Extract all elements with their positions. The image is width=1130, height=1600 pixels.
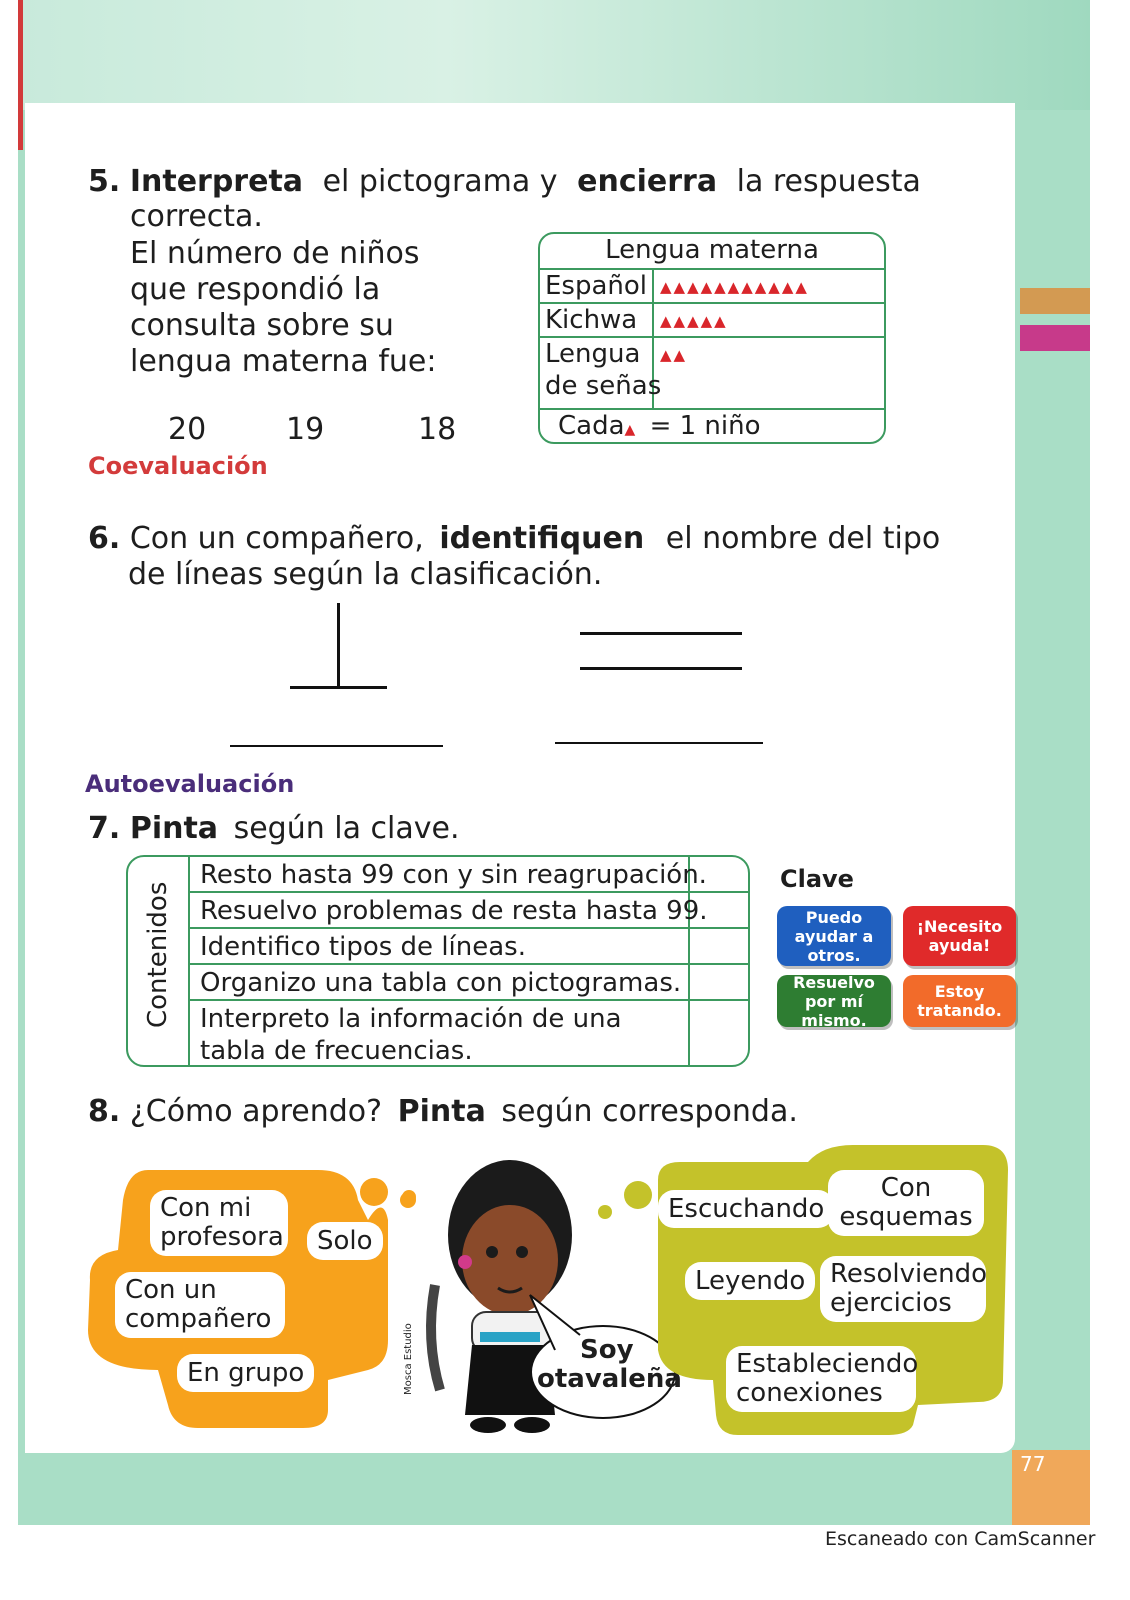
exercise-7-verb: Pinta <box>129 811 219 846</box>
exercise-7-line <box>88 812 460 846</box>
exercise-6-text2: el nombre del tipo <box>665 521 941 556</box>
contents-table-divider <box>188 857 190 1065</box>
option-escuchando[interactable]: Escuchando <box>658 1190 834 1228</box>
thought-dot <box>402 1190 416 1204</box>
option-con-un-companero[interactable]: Con un compañero <box>115 1272 285 1338</box>
option-leyendo[interactable]: Leyendo <box>685 1262 815 1300</box>
exercise-8-text: ¿Cómo aprendo? <box>129 1094 383 1129</box>
pictogram-row-divider <box>540 302 884 304</box>
exercise-6-line-1 <box>88 522 940 556</box>
exercise-5-question-3: consulta sobre su <box>130 308 394 343</box>
key-trying: Estoy tratando. <box>903 975 1016 1027</box>
pictogram-symbols-senas: ▲▲ <box>660 346 688 364</box>
exercise-6-line-2: de líneas según la clasificación. <box>128 557 603 592</box>
triangle-icon: ▲ <box>624 422 636 438</box>
pictogram-row-divider <box>540 336 884 338</box>
exercise-8-line <box>88 1095 798 1129</box>
exercise-8-text2: según corresponda. <box>501 1094 798 1129</box>
pictogram-table <box>538 232 886 444</box>
parallel-line-top <box>580 632 742 635</box>
contents-row-divider <box>190 927 748 929</box>
pictogram-symbols-kichwa: ▲▲▲▲▲ <box>660 312 728 330</box>
pictogram-label-kichwa: Kichwa <box>545 305 638 335</box>
pictogram-label-senas-2: de señas <box>545 371 662 401</box>
content-item-2: Resuelvo problemas de resta hasta 99. <box>200 896 708 926</box>
pictogram-row-divider <box>540 408 884 410</box>
pictogram-label-espanol: Español <box>545 271 648 301</box>
answer-blank-1[interactable] <box>230 745 443 747</box>
speech-line-2: otavaleña <box>537 1364 682 1394</box>
exercise-7-number: 7. <box>88 811 121 846</box>
answer-blank-2[interactable] <box>555 742 763 744</box>
pictogram-key-suffix: = 1 niño <box>649 411 761 441</box>
exercise-5-line-1 <box>88 165 921 199</box>
pictogram-key-prefix: Cada <box>558 411 625 441</box>
exercise-8-number: 8. <box>88 1094 121 1129</box>
exercise-5-question-4: lengua materna fue: <box>130 344 437 379</box>
exercise-8-verb: Pinta <box>397 1094 486 1129</box>
option-con-mi-profesora[interactable]: Con mi profesora <box>150 1190 288 1256</box>
content-item-4: Organizo una tabla con pictogramas. <box>200 968 682 998</box>
contents-row-divider <box>190 891 748 893</box>
content-item-3: Identifico tipos de líneas. <box>200 932 526 962</box>
option-resolviendo-ejercicios[interactable]: Resolviendo ejercicios <box>820 1256 986 1322</box>
pictogram-label-senas-1: Lengua <box>545 339 641 369</box>
exercise-6-number: 6. <box>88 521 121 556</box>
key-title: Clave <box>780 865 854 893</box>
option-con-esquemas[interactable]: Con esquemas <box>828 1170 984 1236</box>
exercise-5-line-2: correcta. <box>130 199 263 234</box>
illustration-credit: Mosca Estudio <box>403 1323 414 1395</box>
option-en-grupo[interactable]: En grupo <box>177 1354 314 1392</box>
pictogram-key <box>558 412 761 444</box>
contents-row-divider <box>190 999 748 1001</box>
pictogram-title: Lengua materna <box>605 235 819 265</box>
content-item-5: Interpreto la información de una <box>200 1004 622 1034</box>
key-can-help: Puedo ayudar a otros. <box>777 906 891 966</box>
thought-dot <box>598 1205 612 1219</box>
exercise-7-text: según la clave. <box>233 811 460 846</box>
key-by-myself: Resuelvo por mí mismo. <box>777 975 891 1027</box>
exercise-5-text2: la respuesta <box>736 164 921 199</box>
perpendicular-line-vertical <box>337 603 340 689</box>
exercise-5-verb2: encierra <box>577 164 718 199</box>
answer-option-20[interactable]: 20 <box>168 412 207 447</box>
section-tab-magenta <box>1020 325 1090 351</box>
speech-line-1: Soy <box>580 1335 634 1365</box>
exercise-5-text1: el pictograma y <box>322 164 558 199</box>
contents-side-label: Contenidos <box>143 881 173 1028</box>
page-number: 77 <box>1020 1452 1046 1476</box>
content-item-5-cont: tabla de frecuencias. <box>200 1036 473 1066</box>
answer-option-19[interactable]: 19 <box>286 412 325 447</box>
autoevaluacion-heading: Autoevaluación <box>85 770 295 798</box>
exercise-5-question-1: El número de niños <box>130 236 420 271</box>
option-solo[interactable]: Solo <box>307 1222 383 1260</box>
exercise-5-number: 5. <box>88 164 121 199</box>
perpendicular-line-horizontal <box>290 686 387 689</box>
answer-option-18[interactable]: 18 <box>418 412 457 447</box>
pictogram-row-divider <box>540 268 884 270</box>
section-tab-orange <box>1020 288 1090 314</box>
spine-edge <box>18 0 23 150</box>
option-estableciendo-conexiones[interactable]: Estableciendo conexiones <box>726 1346 916 1412</box>
exercise-6-verb: identifiquen <box>439 521 645 556</box>
key-need-help: ¡Necesito ayuda! <box>903 906 1016 966</box>
content-item-1: Resto hasta 99 con y sin reagrupación. <box>200 860 707 890</box>
coevaluacion-heading: Coevaluación <box>88 452 268 480</box>
exercise-6-text1: Con un compañero, <box>129 521 424 556</box>
scanner-footer: Escaneado con CamScanner <box>825 1528 1096 1550</box>
exercise-5-verb1: Interpreta <box>129 164 304 199</box>
page-background-top <box>18 0 1090 110</box>
pictogram-symbols-espanol: ▲▲▲▲▲▲▲▲▲▲▲ <box>660 278 809 296</box>
parallel-line-bottom <box>580 667 742 670</box>
contents-row-divider <box>190 963 748 965</box>
exercise-5-question-2: que respondió la <box>130 272 381 307</box>
